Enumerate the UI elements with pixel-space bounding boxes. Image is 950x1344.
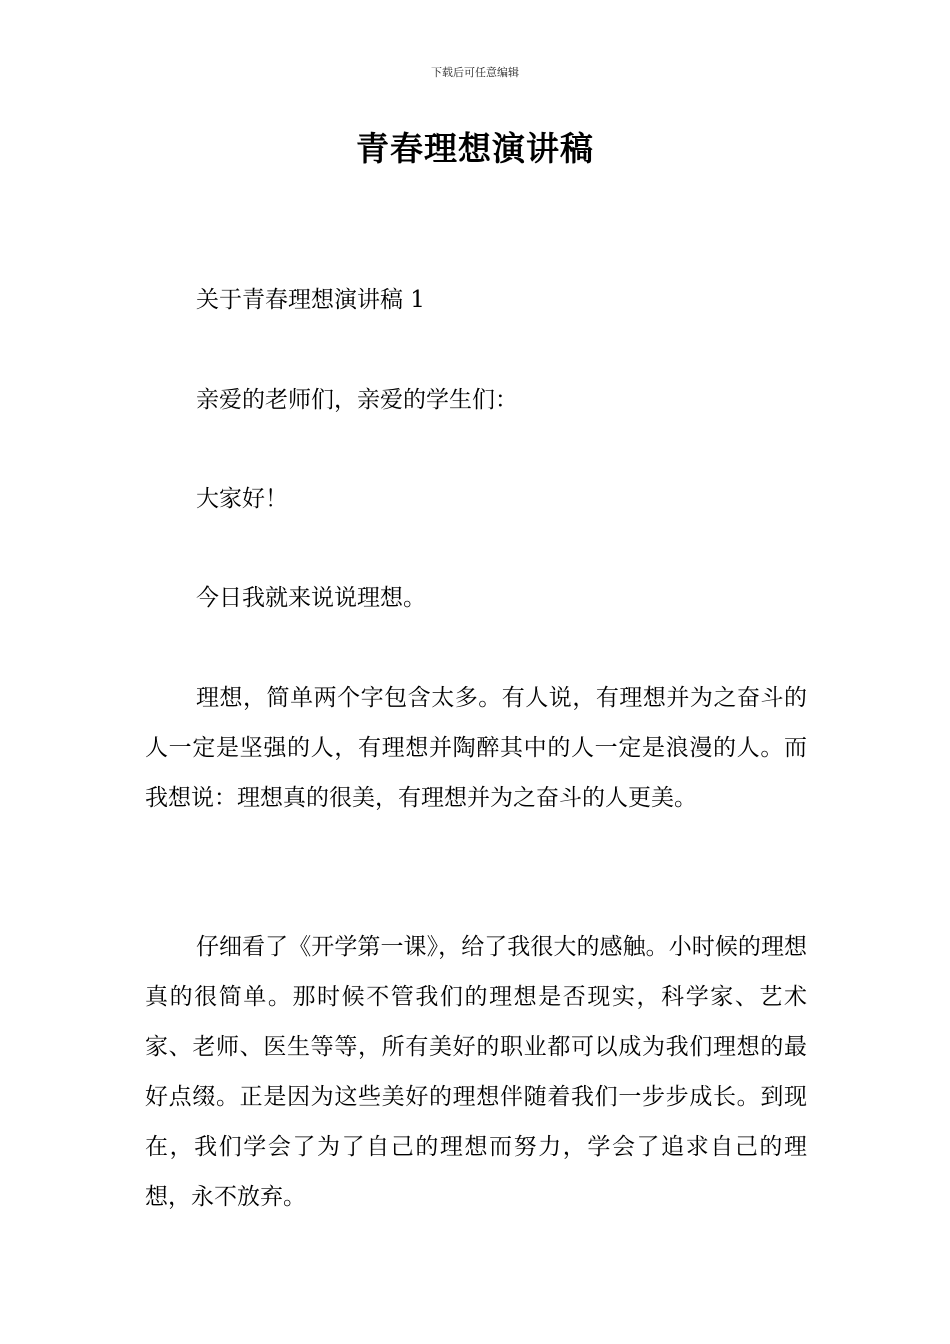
paragraph-subtitle: 关于青春理想演讲稿 1 <box>196 287 425 313</box>
paragraph-intro: 今日我就来说说理想。 <box>196 585 426 611</box>
paragraph-hello: 大家好！ <box>196 486 288 512</box>
paragraph-body-2: 仔细看了《开学第一课》，给了我很大的感触。小时候的理想真的很简单。那时候不管我们的理想是否现实，科学家、艺术家、老师、医生等等，所有美好的职业都可以成为我们理想的最好点缀。正是因为这些美好的理想伴随着我们一步步成长。到现在，我们学会了为了自己的理想而努力，学会了追求自己的理想，永不放弃。 <box>145 934 807 1210</box>
paragraph-body-1: 理想，简单两个字包含太多。有人说，有理想并为之奋斗的人一定是坚强的人，有理想并陶醉其中的人一定是浪漫的人。而我想说：理想真的很美，有理想并为之奋斗的人更美。 <box>145 685 807 811</box>
header-note: 下载后可任意编辑 <box>431 66 519 79</box>
document-title: 青春理想演讲稿 <box>356 129 594 168</box>
paragraph-greeting: 亲爱的老师们，亲爱的学生们： <box>196 387 518 413</box>
